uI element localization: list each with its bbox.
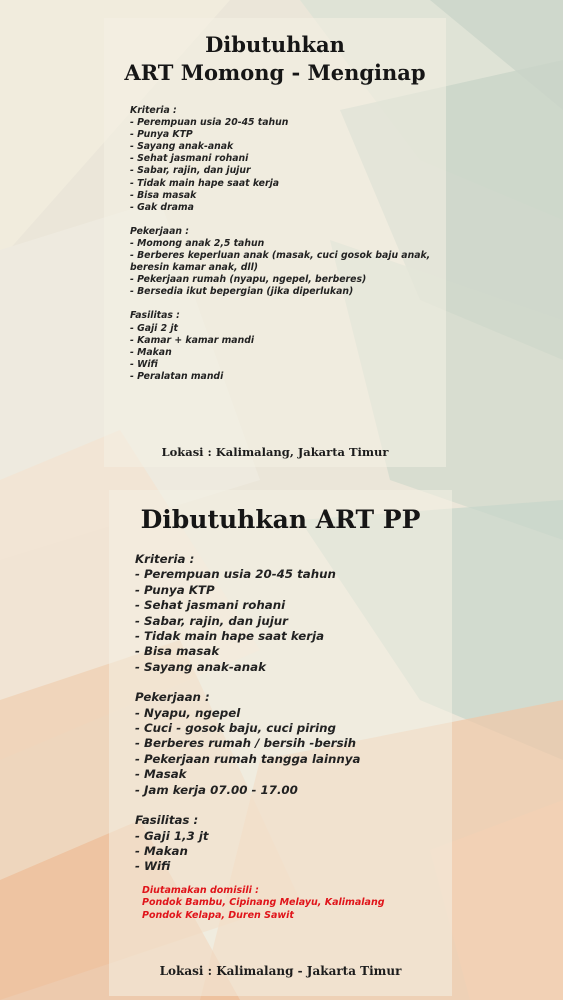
facility-item: - Wifi <box>135 859 171 874</box>
title-line-1: Dibutuhkan <box>205 32 345 57</box>
facility-item: - Gaji 2 jt <box>130 322 178 334</box>
criteria-item: - Perempuan usia 20-45 tahun <box>135 567 336 582</box>
job-item: - Pekerjaan rumah tangga lainnya <box>135 751 361 766</box>
criteria-item: - Sayang anak-anak <box>130 141 234 153</box>
facility-item: - Kamar + kamar mandi <box>130 334 255 346</box>
poster-art-pp <box>109 490 452 996</box>
jobs-heading: Pekerjaan : <box>135 690 210 705</box>
job-item: - Nyapu, ngepel <box>135 705 241 720</box>
requirements-section <box>104 105 446 383</box>
location-text: Lokasi : Kalimalang - Jakarta Timur <box>159 964 402 978</box>
job-item: - Berberes keperluan anak (masak, cuci gosok baju anak, beresin kamar anak, dll) <box>130 250 431 274</box>
facilities-heading: Fasilitas : <box>130 310 180 322</box>
criteria-item: - Tidak main hape saat kerja <box>130 177 280 189</box>
criteria-item: - Sabar, rajin, dan jujur <box>135 613 289 628</box>
criteria-item: - Punya KTP <box>135 582 215 597</box>
facility-item: - Makan <box>135 843 188 858</box>
domicile-heading: Diutamakan domisili : <box>142 884 259 896</box>
jobs-heading: Pekerjaan : <box>130 225 189 237</box>
job-item: - Momong anak 2,5 tahun <box>130 237 265 249</box>
job-item: - Cuci - gosok baju, cuci piring <box>135 721 336 736</box>
location-text: Lokasi : Kalimalang, Jakarta Timur <box>161 445 389 459</box>
criteria-item: - Gak drama <box>130 201 194 213</box>
criteria-heading: Kriteria : <box>130 105 177 116</box>
poster-art-momong-menginap <box>104 18 446 467</box>
job-item: - Masak <box>135 767 187 782</box>
criteria-item: - Perempuan usia 20-45 tahun <box>130 117 289 129</box>
facility-item: - Peralatan mandi <box>130 370 224 382</box>
domicile-preference <box>109 885 452 923</box>
facilities-heading: Fasilitas : <box>135 813 199 828</box>
criteria-item: - Tidak main hape saat kerja <box>135 629 325 644</box>
facility-item: - Makan <box>130 346 172 358</box>
job-item: - Bersedia ikut bepergian (jika diperlukan) <box>130 286 354 298</box>
criteria-heading: Kriteria : <box>135 552 195 566</box>
poster-title <box>104 31 446 87</box>
domicile-area: Pondok Bambu, Cipinang Melayu, Kalimalang <box>142 897 385 909</box>
criteria-item: - Sayang anak-anak <box>135 659 266 674</box>
criteria-item: - Punya KTP <box>130 129 193 141</box>
job-item: - Jam kerja 07.00 - 17.00 <box>135 782 298 797</box>
title-line-2: ART Momong - Menginap <box>124 60 426 85</box>
criteria-item: - Sabar, rajin, dan jujur <box>130 165 251 177</box>
requirements-section <box>109 552 452 875</box>
criteria-item: - Sehat jasmani rohani <box>130 153 249 165</box>
criteria-item: - Bisa masak <box>135 644 220 659</box>
job-item: - Pekerjaan rumah (nyapu, ngepel, berberes) <box>130 274 367 286</box>
poster-title: Dibutuhkan ART PP <box>140 505 421 534</box>
facility-item: - Gaji 1,3 jt <box>135 828 209 843</box>
criteria-item: - Bisa masak <box>130 189 197 201</box>
domicile-area: Pondok Kelapa, Duren Sawit <box>142 909 294 921</box>
facility-item: - Wifi <box>130 358 158 370</box>
job-item: - Berberes rumah / bersih -bersih <box>135 736 357 751</box>
criteria-item: - Sehat jasmani rohani <box>135 598 286 613</box>
